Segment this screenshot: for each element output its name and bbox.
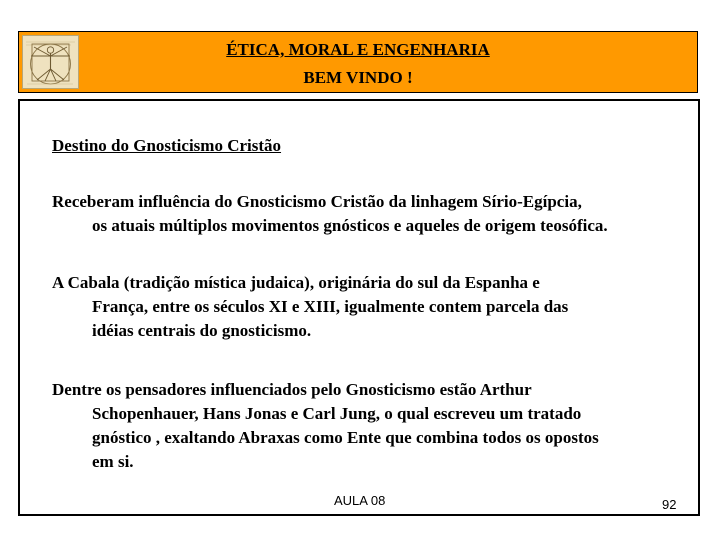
paragraph-influence <box>52 190 608 238</box>
paragraph-line: em si. <box>92 452 134 471</box>
paragraph-line: A Cabala (tradição mística judaica), originária do sul da Espanha e <box>52 273 540 292</box>
paragraph-line: Dentre os pensadores influenciados pelo Gnosticismo estão Arthur <box>52 380 532 399</box>
page-number: 92 <box>662 497 677 512</box>
paragraph-line: França, entre os séculos XI e XIII, igualmente contem parcela das <box>92 297 569 316</box>
paragraph-line: os atuais múltiplos movimentos gnósticos e aqueles de origem teosófica. <box>92 216 608 235</box>
footer-label: AULA 08 <box>334 493 386 508</box>
header-subtitle: BEM VINDO ! <box>303 68 413 87</box>
paragraph-thinkers <box>52 378 599 474</box>
paragraph-line: gnóstico , exaltando Abraxas como Ente que combina todos os opostos <box>92 428 599 447</box>
paragraph-line: Schopenhauer, Hans Jonas e Carl Jung, o qual escreveu um tratado <box>92 404 582 423</box>
header-bar <box>18 31 698 93</box>
paragraph-cabala <box>52 271 568 343</box>
paragraph-line: idéias centrais do gnosticismo. <box>92 321 312 340</box>
paragraph-line: Receberam influência do Gnosticismo Cristão da linhagem Sírio-Egípcia, <box>52 192 582 211</box>
header-title: ÉTICA, MORAL E ENGENHARIA <box>226 40 490 59</box>
slide-heading: Destino do Gnosticismo Cristão <box>52 136 282 155</box>
